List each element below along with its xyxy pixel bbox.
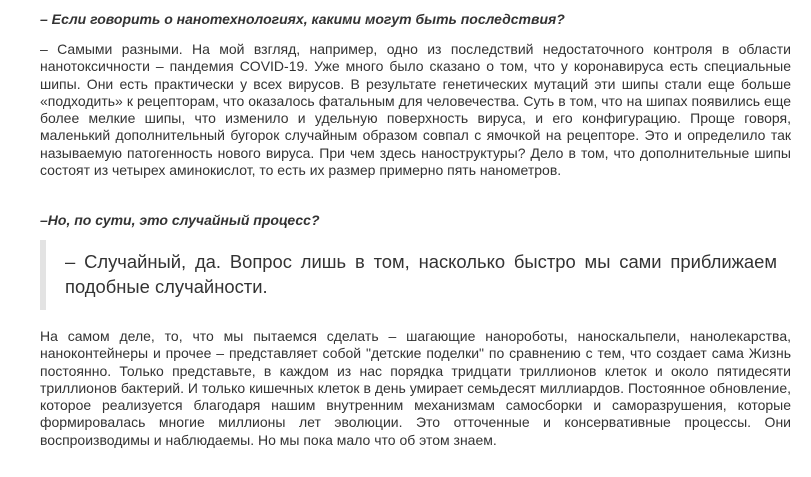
interview-answer-1: – Самыми разными. На мой взгляд, например, одно из последствий недостаточного контроля в области нанотоксичности – пандемия COVID-19. Уже много было сказано о том, что у коронавируса есть специальные шипы. Они есть практически у всех вирусов. В результате генетических мутаций эти шипы стали еще больше «подходить» к рецепторам, что оказалось фатальным для человечества. Суть в том, что на шипах появились еще более мелкие шипы, что изменило и удельную поверхность вируса, и его конфигурацию. Проще говоря, маленький дополнительный бугорок случайным образом совпал с ямочкой на рецепторе. Это и определило так называемую патогенность нового вируса. При чем здесь наноструктуры? Дело в том, что дополнительные шипы состоят из четырех аминокислот, то есть их размер примерно пять нанометров.	[40, 41, 791, 179]
interview-answer-2: На самом деле, то, что мы пытаемся сделать – шагающие нанороботы, наноскальпели, нанолекарства, наноконтейнеры и прочее – представляет собой "детские поделки" по сравнению с тем, что создает сама Жизнь постоянно. Только представьте, в каждом из нас порядка тридцати триллионов клеток и около пятидесяти триллионов бактерий. И только кишечных клеток в день умирает семьдесят миллиардов. Постоянное обновление, которое реализуется благодаря нашим внутренним механизмам самосборки и саморазрушения, которые формировалась многие миллионы лет эволюции. Это отточенные и консервативные процессы. Они воспроизводимы и наблюдаемы. Но мы пока мало что об этом знаем.	[40, 328, 791, 448]
blockquote	[40, 240, 791, 310]
interview-question-1: – Если говорить о нанотехнологиях, какими могут быть последствия?	[40, 11, 565, 27]
blockquote-text: – Случайный, да. Вопрос лишь в том, насколько быстро мы сами приближаем подобные случайности.	[65, 251, 777, 297]
interview-question-2: –Но, по сути, это случайный процесс?	[40, 212, 320, 228]
